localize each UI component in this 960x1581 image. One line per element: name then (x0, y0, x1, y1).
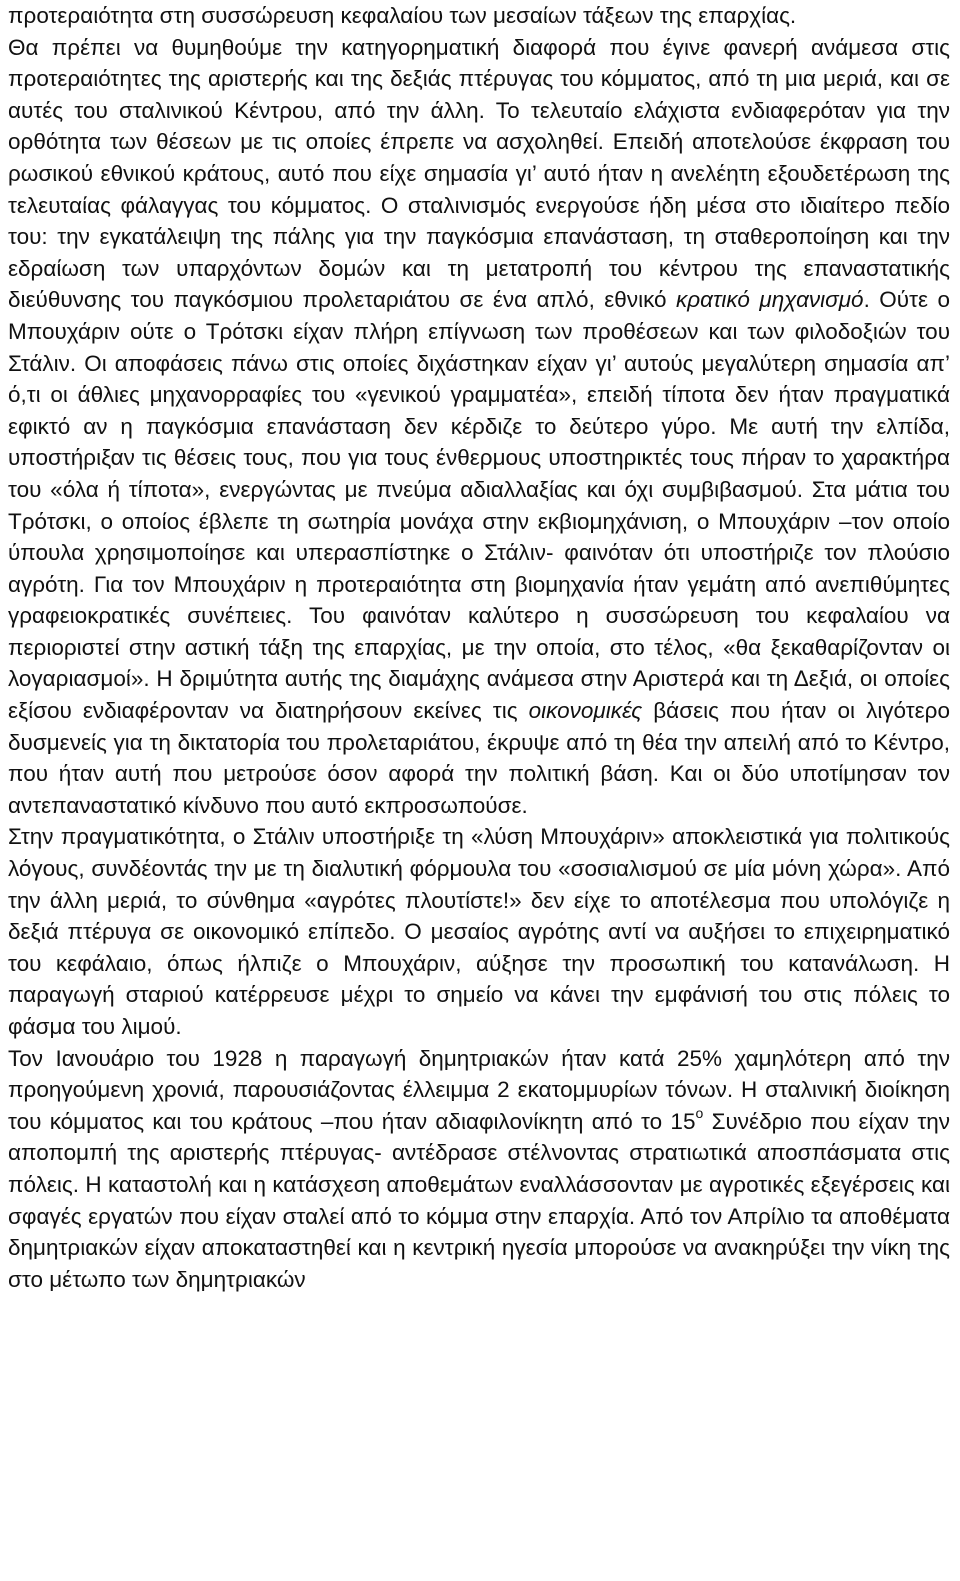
paragraph-4-superscript: ο (695, 1105, 704, 1122)
paragraph-4-text-b: Συνέδριο που είχαν την αποπομπή της αριστερής πτέρυγας- αντέδρασε στέλνοντας στρατιωτικά αποσπάσματα στις πόλεις. Η καταστολή και η κατάσχεση αποθεμάτων εναλλάσσονταν με αγροτικές εξεγέρσεις και σφαγές εργατών που είχαν σταλεί από το κόμμα στην επαρχία. Από τον Απρίλιο τα αποθέματα δημητριακών είχαν αποκαταστηθεί και η κεντρική ηγεσία μπορούσε να ανακηρύξει την νίκη της στο μέτωπο των δημητριακών (8, 1108, 950, 1292)
paragraph-2-italic-b: οικονομικές (528, 698, 643, 724)
paragraph-3-text: Στην πραγματικότητα, ο Στάλιν υποστήριξε τη «λύση Μπουχάριν» αποκλειστικά για πολιτικούς λόγους, συνδέοντάς την με τη διαλυτική φόρμουλα του «σοσιαλισμού σε μία μόνη χώρα». Από την άλλη μεριά, το σύνθημα «αγρότες πλουτίστε!» δεν είχε το αποτέλεσμα που υπολόγιζε η δεξιά πτέρυγα σε οικονομικό επίπεδο. Ο μεσαίος αγρότης αντί να αυξήσει το επιχειρηματικό του κεφάλαιο, όπως ήλπιζε ο Μπουχάριν, αύξησε την προσωπική του κατανάλωση. Η παραγωγή σταριού κατέρρευσε μέχρι το σημείο να κάνει την εμφάνισή του στις πόλεις το φάσμα του λιμού. (8, 824, 950, 1039)
paragraph-2-text-a: Θα πρέπει να θυμηθούμε την κατηγορηματική διαφορά που έγινε φανερή ανάμεσα στις προτεραιότητες της αριστερής και της δεξιάς πτέρυγας του κόμματος, από τη μια μεριά, και σε αυτές του σταλινικού Κέντρου, από την άλλη. Το τελευταίο ελάχιστα ενδιαφερόταν για την ορθότητα των θέσεων με τις οποίες έπρεπε να ασχοληθεί. Επειδή αποτελούσε έκφραση του ρωσικού εθνικού κράτους, αυτό που είχε σημασία γι’ αυτό ήταν η ανελέητη εξουδετέρωση της τελευταίας φάλαγγας του κόμματος. Ο σταλινισμός ενεργούσε ήδη μέσα στο ιδιαίτερο πεδίο του: την εγκατάλειψη της πάλης για την παγκόσμια επανάσταση, τη σταθεροποίηση και την εδραίωση των υπαρχόντων δομών και τη μετατροπή του κέντρου της επαναστατικής διεύθυνσης του παγκόσμιου προλεταριάτου σε ένα απλό, εθνικό (8, 34, 950, 313)
paragraph-4-text-a: Τον Ιανουάριο του 1928 η παραγωγή δημητριακών ήταν κατά 25% χαμηλότερη από την προηγούμενη χρονιά, παρουσιάζοντας έλλειμμα 2 εκατομμυρίων τόνων. Η σταλινική διοίκηση του κόμματος και του κράτους –που ήταν αδιαφιλονίκητη από το 15 (8, 1045, 950, 1134)
paragraph-1 (8, 0, 950, 32)
paragraph-3 (8, 821, 950, 1042)
document-page (8, 0, 950, 1295)
paragraph-2-italic-a: κρατικό μηχανισμό (676, 287, 864, 313)
paragraph-4 (8, 1043, 950, 1296)
paragraph-2 (8, 32, 950, 822)
paragraph-1-text: προτεραιότητα στη συσσώρευση κεφαλαίου των μεσαίων τάξεων της επαρχίας. (8, 3, 797, 28)
paragraph-2-text-b: . Ούτε ο Μπουχάριν ούτε ο Τρότσκι είχαν πλήρη επίγνωση των προθέσεων και των φιλοδοξιών του Στάλιν. Οι αποφάσεις πάνω στις οποίες διχάστηκαν είχαν γι’ αυτούς μεγαλύτερη σημασία απ’ ό,τι οι άθλιες μηχανορραφίες του «γενικού γραμματέα», επειδή τίποτα δεν ήταν πραγματικά εφικτό αν η παγκόσμια επανάσταση δεν κέρδιζε το δεύτερο γύρο. Με αυτή την ελπίδα, υποστήριξαν τις θέσεις τους, που για τους ένθερμους υποστηρικτές τους πήραν το χαρακτήρα του «όλα ή τίποτα», ενεργώντας με πνεύμα αδιαλλαξίας και όχι συμβιβασμού. Στα μάτια του Τρότσκι, ο οποίος έβλεπε τη σωτηρία μονάχα στην εκβιομηχάνιση, ο Μπουχάριν –τον οποίο ύπουλα χρησιμοποίησε και υπερασπίστηκε ο Στάλιν- φαινόταν ότι υποστήριζε τον πλούσιο αγρότη. Για τον Μπουχάριν η προτεραιότητα στη βιομηχανία ήταν γεμάτη από ανεπιθύμητες γραφειοκρατικές συνέπειες. Του φαινόταν καλύτερο η συσσώρευση του κεφαλαίου να περιοριστεί στην αστική τάξη της επαρχίας, με την οποία, στο τέλος, «θα ξεκαθαρίζονταν οι λογαριασμοί». Η δριμύτητα αυτής της διαμάχης ανάμεσα στην Αριστερά και τη Δεξιά, οι οποίες εξίσου ενδιαφέρονταν να διατηρήσουν εκείνες τις (8, 287, 950, 724)
paragraph-2-text-c: βάσεις που ήταν οι λιγότερο δυσμενείς για τη δικτατορία του προλεταριάτου, έκρυψε από τη θέα την απειλή από το Κέντρο, που ήταν αυτή που μετρούσε όσον αφορά την πολιτική βάση. Και οι δύο υποτίμησαν τον αντεπαναστατικό κίνδυνο που αυτό εκπροσωπούσε. (8, 698, 950, 818)
